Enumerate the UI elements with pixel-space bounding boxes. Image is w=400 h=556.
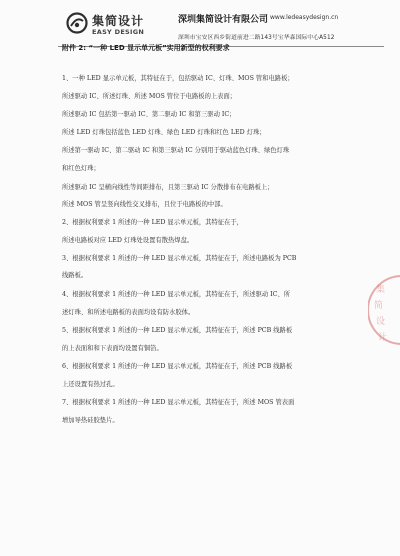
claim-line: 1、一种 LED 显示单元板，其特征在于，包括驱动 IC、灯珠、MOS 管和电路板； <box>62 75 294 82</box>
logo-english-name: EASY DESIGN <box>92 28 145 36</box>
claim-line: 3、根据权利要求 1 所述的一种 LED 显示单元板，其特征在于，所述电路板为 PCB <box>62 255 297 262</box>
svg-text:集: 集 <box>376 285 386 295</box>
company-address: 深圳市宝安区西乡街道前进二路143号宝华森国际中心A512 <box>178 35 335 41</box>
claim-line: 所述电路板对应 LED 灯珠处设置有散热焊盘。 <box>62 237 194 244</box>
claim-line: 所述 LED 灯珠包括蓝色 LED 灯珠、绿色 LED 灯珠和红色 LED 灯珠； <box>62 129 266 136</box>
company-seal <box>368 262 400 358</box>
claim-line: 所述第一驱动 IC、第二驱动 IC 和第三驱动 IC 分别用于驱动蓝色灯珠、绿色灯珠 <box>62 147 290 154</box>
document-title: 附件 2: “一种 LED 显示单元板”实用新型的权利要求 <box>62 44 230 52</box>
logo-chinese-name: 集简设计 <box>92 14 145 28</box>
logo-mark-icon <box>66 12 88 34</box>
claim-line: 上还设置有热过孔。 <box>62 381 119 388</box>
company-website: www.ledeasydesign.cn <box>270 14 339 21</box>
claim-line: 5、根据权利要求 1 所述的一种 LED 显示单元板，其特征在于，所述 PCB 线路板 <box>62 327 293 334</box>
claim-line: 和红色灯珠； <box>62 165 100 172</box>
letterhead <box>58 8 388 48</box>
svg-text:简: 简 <box>374 301 384 311</box>
claim-line: 2、根据权利要求 1 所述的一种 LED 显示单元板，其特征在于， <box>62 219 243 226</box>
claim-line: 所述驱动 IC 包括第一驱动 IC、第二驱动 IC 和第三驱动 IC； <box>62 111 236 118</box>
claim-line: 线路板。 <box>62 272 88 279</box>
claim-line: 所述 MOS 管呈竖向线性交叉排布，且位于电路板的中部。 <box>62 201 227 208</box>
claim-line: 6、根据权利要求 1 所述的一种 LED 显示单元板，其特征在于，所述 PCB 线路板 <box>62 363 293 370</box>
company-name: 深圳集简设计有限公司 <box>178 15 269 25</box>
svg-text:设: 设 <box>376 317 386 327</box>
claim-line: 的上表面和和下表面均设置有铜箔。 <box>62 345 163 352</box>
claim-line: 述灯珠、和所述电路板的表面均设有防水胶体。 <box>62 309 195 316</box>
company-logo <box>58 10 178 44</box>
claim-line: 4、根据权利要求 1 所述的一种 LED 显示单元板，其特征在于，所述驱动 IC、所 <box>62 291 291 298</box>
claim-line: 所述驱动 IC、所述灯珠、所述 MOS 管位于电路板的上表面； <box>62 93 237 100</box>
claim-line: 7、根据权利要求 1 所述的一种 LED 显示单元板，其特征在于，所述 MOS 管表面 <box>62 399 295 406</box>
claim-line: 所述驱动 IC 呈横向线性等间距排布，且第三驱动 IC 分散排布在电路板上； <box>62 184 274 191</box>
claim-line: 增加导热硅胶垫片。 <box>62 417 119 424</box>
svg-text:计: 计 <box>378 333 388 343</box>
